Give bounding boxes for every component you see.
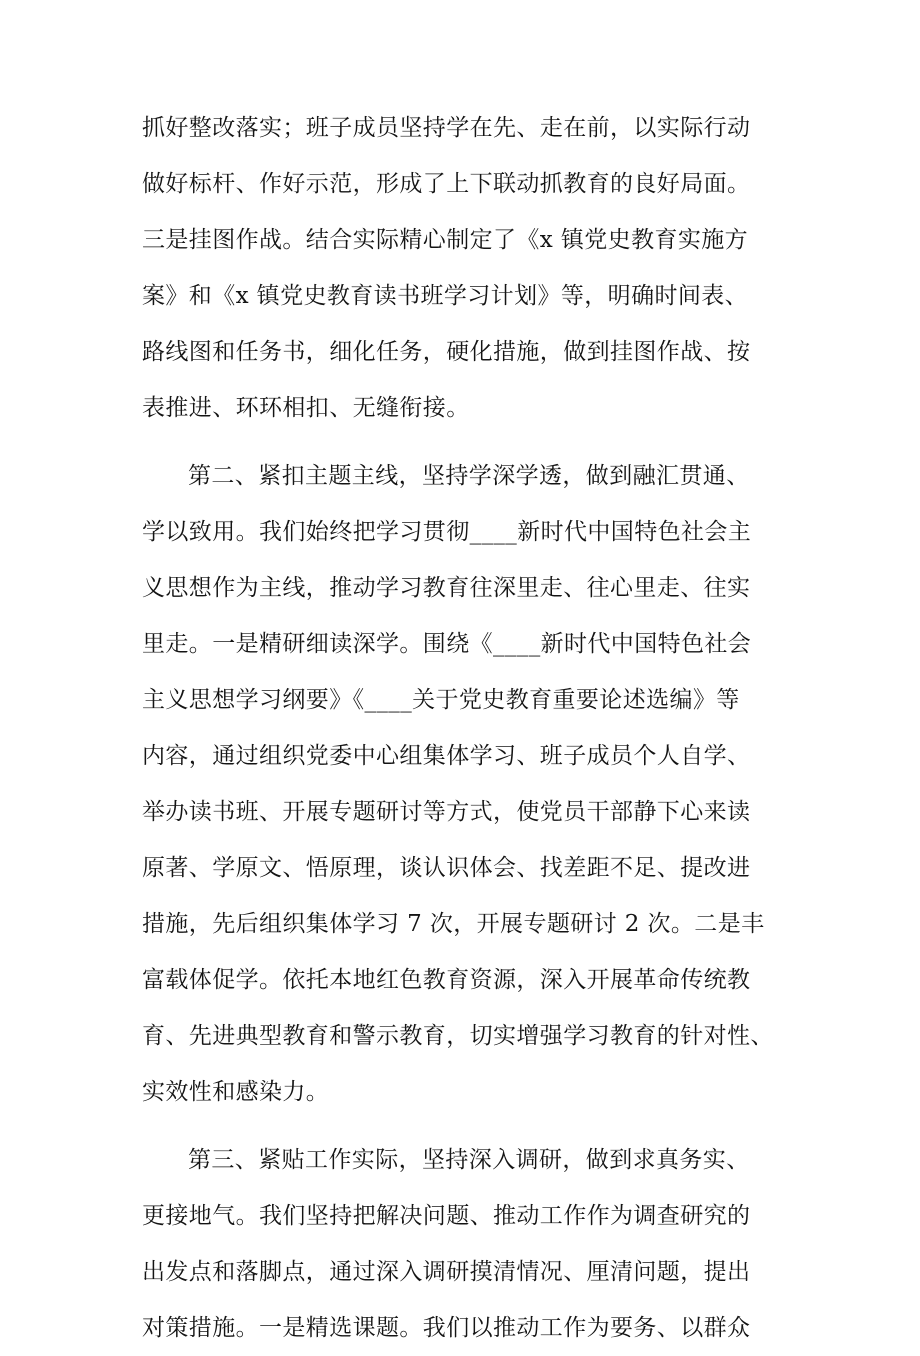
text-line: 做好标杆、作好示范，形成了上下联动抓教育的良好局面。 [142, 171, 751, 197]
text-line: 案》和《x 镇党史教育读书班学习计划》等，明确时间表、 [142, 283, 749, 309]
text-line: 原著、学原文、悟原理，谈认识体会、找差距不足、提改进 [142, 855, 751, 881]
text-line: 三是挂图作战。结合实际精心制定了《x 镇党史教育实施方 [142, 227, 749, 253]
text-line: 实效性和感染力。 [142, 1079, 330, 1105]
text-line: 措施，先后组织集体学习 7 次，开展专题研讨 2 次。二是丰 [142, 911, 765, 937]
text-line: 里走。一是精研细读深学。围绕《____新时代中国特色社会 [142, 631, 752, 657]
paragraph-gap [142, 436, 782, 448]
body-text [142, 100, 782, 1356]
text-line: 表推进、环环相扣、无缝衔接。 [142, 395, 470, 421]
text-line: 育、先进典型教育和警示教育，切实增强学习教育的针对性、 [142, 1023, 774, 1049]
text-line: 学以致用。我们始终把学习贯彻____新时代中国特色社会主 [142, 519, 752, 545]
paragraph-gap [142, 1120, 782, 1132]
text-line: 举办读书班、开展专题研讨等方式，使党员干部静下心来读 [142, 799, 751, 825]
text-line: 对策措施。一是精选课题。我们以推动工作为要务、以群众 [142, 1315, 751, 1341]
text-line: 路线图和任务书，细化任务，硬化措施，做到挂图作战、按 [142, 339, 751, 365]
paragraph-heading-line: 第三、紧贴工作实际，坚持深入调研，做到求真务实、 [188, 1147, 750, 1173]
text-line: 更接地气。我们坚持把解决问题、推动工作作为调查研究的 [142, 1203, 751, 1229]
paragraph-heading-line: 第二、紧扣主题主线，坚持学深学透，做到融汇贯通、 [188, 463, 750, 489]
text-line: 出发点和落脚点，通过深入调研摸清情况、厘清问题，提出 [142, 1259, 751, 1285]
text-line: 义思想作为主线，推动学习教育往深里走、往心里走、往实 [142, 575, 751, 601]
text-line: 富载体促学。依托本地红色教育资源，深入开展革命传统教 [142, 967, 751, 993]
text-line: 主义思想学习纲要》《____关于党史教育重要论述选编》等 [142, 687, 740, 713]
text-line: 内容，通过组织党委中心组集体学习、班子成员个人自学、 [142, 743, 751, 769]
text-line: 抓好整改落实；班子成员坚持学在先、走在前，以实际行动 [142, 115, 751, 141]
